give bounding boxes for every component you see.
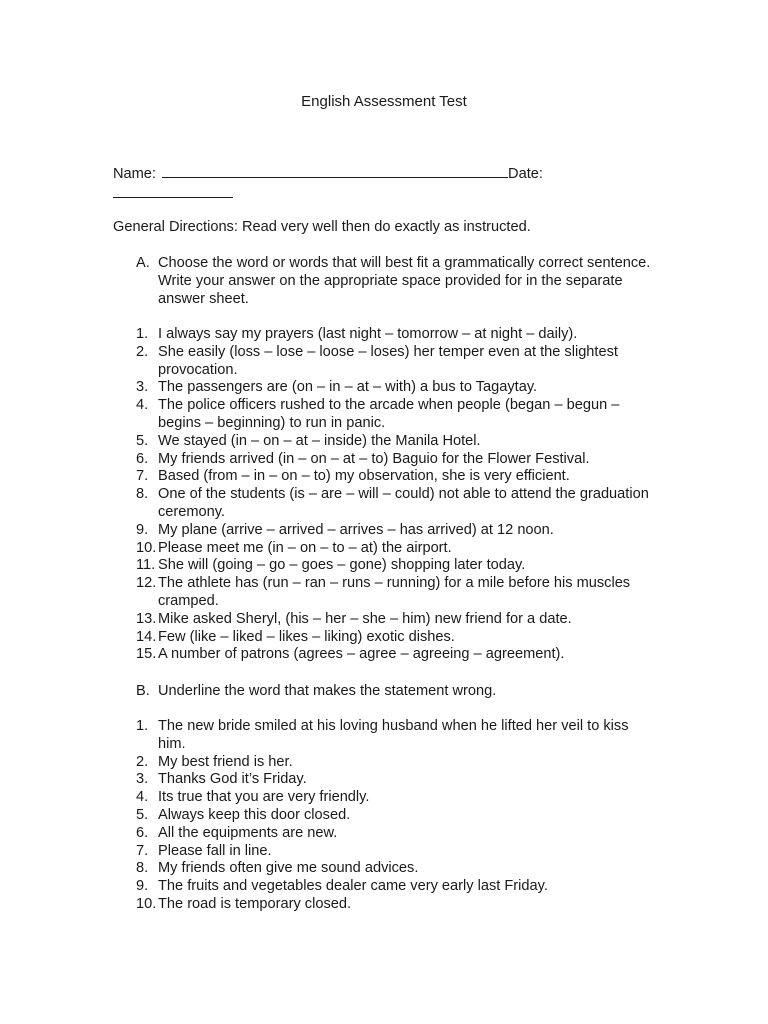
question-number: 4. [136, 397, 149, 414]
question-text: Few (like – liked – likes – liking) exotic dishes. [158, 628, 455, 645]
question-item [136, 344, 656, 380]
question-text: My friends often give me sound advices. [158, 860, 419, 877]
question-item [136, 379, 656, 397]
name-date-line [113, 166, 653, 184]
section-a-list [136, 326, 656, 664]
question-number: 10. [136, 895, 157, 912]
question-number: 3. [136, 379, 149, 396]
question-number: 1. [136, 326, 149, 342]
question-number: 9. [136, 521, 149, 538]
question-number: 12. [136, 575, 157, 592]
question-text: All the equipments are new. [158, 824, 338, 841]
page-title: English Assessment Test [301, 93, 467, 110]
question-text: My plane (arrive – arrived – arrives – has arrived) at 12 noon. [158, 521, 554, 538]
question-text: My friends arrived (in – on – at – to) Baguio for the Flower Festival. [158, 450, 590, 467]
name-blank [162, 166, 508, 178]
question-text: The fruits and vegetables dealer came very early last Friday. [158, 878, 548, 895]
question-number: 6. [136, 824, 149, 841]
question-text: The athlete has (run – ran – runs – running) for a mile before his muscles cramped. [158, 575, 631, 609]
question-item [136, 878, 656, 896]
question-text: Thanks God it’s Friday. [158, 771, 307, 788]
name-label: Name: [113, 166, 156, 182]
question-text: Always keep this door closed. [158, 806, 351, 823]
section-a-heading [136, 255, 656, 308]
question-item [136, 557, 656, 575]
section-b-marker: B. [136, 683, 150, 699]
question-text: She will (going – go – goes – gone) shopping later today. [158, 557, 526, 574]
section-b-heading [136, 683, 656, 701]
question-number: 10. [136, 539, 157, 556]
question-text: Mike asked Sheryl, (his – her – she – him) new friend for a date. [158, 610, 572, 627]
question-number: 13. [136, 610, 157, 627]
question-number: 4. [136, 789, 149, 806]
question-text: Based (from – in – on – to) my observation, she is very efficient. [158, 468, 570, 485]
question-number: 7. [136, 842, 149, 859]
question-number: 3. [136, 771, 149, 788]
question-text: The passengers are (on – in – at – with) a bus to Tagaytay. [158, 379, 538, 396]
date-label: Date: [508, 166, 543, 182]
question-number: 9. [136, 878, 149, 895]
question-number: 8. [136, 486, 149, 503]
question-number: 5. [136, 806, 149, 823]
section-a-marker: A. [136, 255, 150, 271]
question-item [136, 575, 656, 611]
question-number: 5. [136, 432, 149, 449]
question-item [136, 433, 656, 451]
question-item [136, 754, 656, 772]
question-text: I always say my prayers (last night – tomorrow – at night – daily). [158, 326, 578, 342]
question-item [136, 807, 656, 825]
question-number: 6. [136, 450, 149, 467]
question-number: 15. [136, 646, 157, 663]
question-item [136, 718, 656, 754]
question-item [136, 843, 656, 861]
question-text: A number of patrons (agrees – agree – agreeing – agreement). [158, 646, 565, 663]
general-directions [113, 219, 673, 237]
question-item [136, 646, 656, 664]
question-item [136, 468, 656, 486]
directions-label: General Directions: [113, 219, 238, 235]
question-item [136, 540, 656, 558]
question-text: The police officers rushed to the arcade when people (began – begun – begins – beginning) to run in panic. [158, 397, 620, 431]
question-item [136, 896, 656, 914]
question-number: 2. [136, 343, 149, 360]
question-item [136, 397, 656, 433]
question-text: We stayed (in – on – at – inside) the Manila Hotel. [158, 432, 481, 449]
question-item [136, 522, 656, 540]
question-number: 7. [136, 468, 149, 485]
question-item [136, 771, 656, 789]
question-item [136, 486, 656, 522]
question-item [136, 326, 656, 344]
question-item [136, 611, 656, 629]
question-text: Its true that you are very friendly. [158, 789, 370, 806]
question-text: Please fall in line. [158, 842, 272, 859]
question-item [136, 629, 656, 647]
question-number: 1. [136, 718, 149, 734]
question-text: The new bride smiled at his loving husband when he lifted her veil to kiss him. [158, 718, 629, 752]
question-number: 14. [136, 628, 157, 645]
question-item [136, 860, 656, 878]
section-b-list [136, 718, 656, 914]
question-number: 8. [136, 860, 149, 877]
question-text: She easily (loss – lose – loose – loses) her temper even at the slightest provocation. [158, 343, 618, 378]
question-text: One of the students (is – are – will – could) not able to attend the graduation ceremony. [158, 486, 649, 520]
question-number: 2. [136, 753, 149, 770]
question-number: 11. [136, 557, 156, 574]
question-text: The road is temporary closed. [158, 895, 352, 912]
directions-text: Read very well then do exactly as instructed. [237, 219, 531, 235]
date-blank [113, 183, 233, 198]
question-text: Please meet me (in – on – to – at) the airport. [158, 539, 452, 556]
question-text: My best friend is her. [158, 753, 293, 770]
section-a-instruction: Choose the word or words that will best fit a grammatically correct sentence. Write your answer on the appropriate space provided for in the separate answer sheet. [158, 255, 651, 307]
section-b-instruction: Underline the word that makes the statement wrong. [158, 683, 497, 699]
question-item [136, 825, 656, 843]
question-item [136, 789, 656, 807]
question-item [136, 451, 656, 469]
